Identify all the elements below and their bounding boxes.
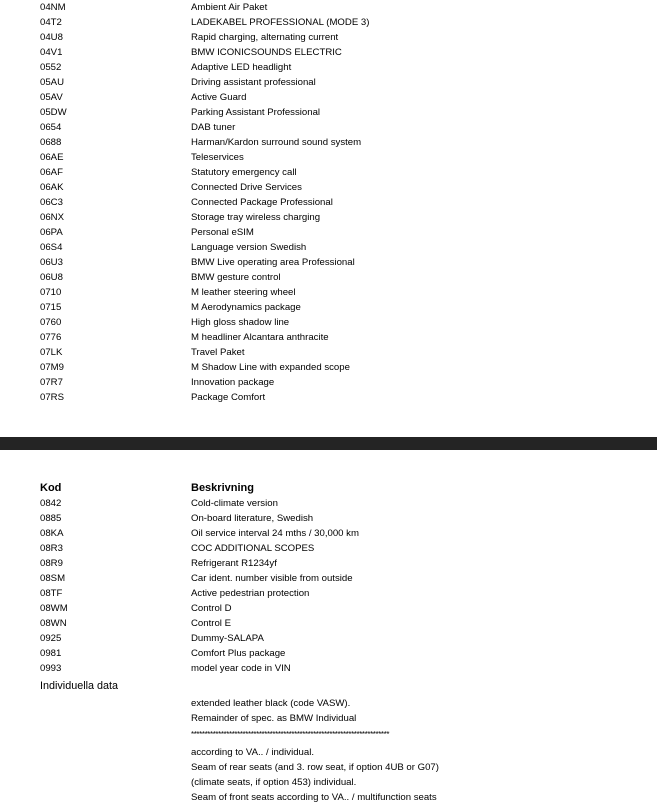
option-description: M headliner Alcantara anthracite: [191, 332, 329, 343]
option-description: M leather steering wheel: [191, 287, 296, 298]
option-row: [0, 330, 657, 345]
separator-stars: *************************************************************************: [191, 730, 390, 739]
option-code: 0715: [40, 302, 62, 313]
individual-data-label: Individuella data: [40, 680, 119, 692]
header-code: Kod: [40, 482, 62, 494]
option-description: M Aerodynamics package: [191, 302, 301, 313]
individual-text-line: extended leather black (code VASW).: [191, 698, 351, 709]
individual-text-block-2: [191, 745, 631, 802]
option-description: Language version Swedish: [191, 242, 307, 253]
option-code: 0710: [40, 287, 62, 298]
option-code: 06C3: [40, 197, 63, 208]
individual-text-line: according to VA.. / individual.: [191, 747, 315, 758]
option-code: 0842: [40, 498, 62, 509]
option-row: [0, 541, 657, 556]
option-row: [0, 661, 657, 676]
option-description: Harman/Kardon surround sound system: [191, 137, 362, 148]
option-row: [0, 616, 657, 631]
option-row: [0, 646, 657, 661]
option-code: 04NM: [40, 2, 66, 13]
option-code: 04U8: [40, 32, 63, 43]
option-description: Car ident. number visible from outside: [191, 573, 353, 584]
option-row: [0, 180, 657, 195]
individual-text-line: (climate seats, if option 453) individual.: [191, 777, 357, 788]
option-row: [0, 300, 657, 315]
option-code: 0552: [40, 62, 62, 73]
option-row: [0, 75, 657, 90]
option-code: 08SM: [40, 573, 66, 584]
option-description: Connected Drive Services: [191, 182, 302, 193]
option-code: 0885: [40, 513, 62, 524]
option-code: 0688: [40, 137, 62, 148]
option-code: 08WN: [40, 618, 67, 629]
option-description: Innovation package: [191, 377, 275, 388]
option-description: Personal eSIM: [191, 227, 254, 238]
option-description: Teleservices: [191, 152, 244, 163]
option-code: 08TF: [40, 588, 63, 599]
option-description: Oil service interval 24 mths / 30,000 km: [191, 528, 359, 539]
option-row: [0, 556, 657, 571]
option-row: [0, 105, 657, 120]
option-row: [0, 270, 657, 285]
option-code: 04V1: [40, 47, 63, 58]
option-row: [0, 240, 657, 255]
option-code: 0981: [40, 648, 62, 659]
option-description: Rapid charging, alternating current: [191, 32, 339, 43]
option-row: [0, 511, 657, 526]
option-description: Control E: [191, 618, 231, 629]
option-description: M Shadow Line with expanded scope: [191, 362, 350, 373]
individual-text-block-1: [191, 696, 631, 726]
option-description: BMW gesture control: [191, 272, 281, 283]
option-code: 05AU: [40, 77, 64, 88]
option-code: 06NX: [40, 212, 64, 223]
option-code: 05DW: [40, 107, 67, 118]
option-row: [0, 315, 657, 330]
option-description: model year code in VIN: [191, 663, 291, 674]
option-code: 07RS: [40, 392, 64, 403]
option-row: [0, 0, 657, 15]
header-description: Beskrivning: [191, 482, 254, 494]
option-row: [0, 255, 657, 270]
option-row: [0, 631, 657, 646]
option-description: Cold-climate version: [191, 498, 278, 509]
individual-text-line: Seam of front seats according to VA.. / multifunction seats: [191, 792, 437, 802]
option-description: Ambient Air Paket: [191, 2, 268, 13]
option-code: 06AK: [40, 182, 64, 193]
option-row: [0, 496, 657, 511]
option-code: 07LK: [40, 347, 63, 358]
option-code: 06PA: [40, 227, 63, 238]
option-code: 0993: [40, 663, 62, 674]
option-code: 0776: [40, 332, 62, 343]
option-code: 07R7: [40, 377, 63, 388]
option-code: 08WM: [40, 603, 68, 614]
option-row: [0, 135, 657, 150]
option-description: BMW ICONICSOUNDS ELECTRIC: [191, 47, 342, 58]
option-description: Control D: [191, 603, 232, 614]
option-code: 0760: [40, 317, 62, 328]
option-description: Refrigerant R1234yf: [191, 558, 277, 569]
option-code: 07M9: [40, 362, 64, 373]
option-row: [0, 375, 657, 390]
option-row: [0, 526, 657, 541]
option-description: On-board literature, Swedish: [191, 513, 314, 524]
option-description: Connected Package Professional: [191, 197, 333, 208]
option-code: 0654: [40, 122, 62, 133]
option-row: [0, 60, 657, 75]
option-description: BMW Live operating area Professional: [191, 257, 355, 268]
options-list-page-2: [0, 496, 657, 676]
option-code: 06AF: [40, 167, 63, 178]
option-code: 06U3: [40, 257, 63, 268]
option-row: [0, 30, 657, 45]
option-row: [0, 210, 657, 225]
option-row: [0, 586, 657, 601]
option-description: Active Guard: [191, 92, 247, 103]
option-description: Adaptive LED headlight: [191, 62, 292, 73]
document-page-2: [0, 450, 657, 802]
option-description: Storage tray wireless charging: [191, 212, 321, 223]
option-row: [0, 285, 657, 300]
option-row: [0, 195, 657, 210]
page-divider: [0, 437, 657, 450]
option-description: Package Comfort: [191, 392, 266, 403]
option-description: Travel Paket: [191, 347, 245, 358]
option-row: [0, 390, 657, 405]
table-header: [0, 480, 657, 496]
individual-text-line: Seam of rear seats (and 3. row seat, if option 4UB or G07): [191, 762, 439, 773]
option-description: LADEKABEL PROFESSIONAL (MODE 3): [191, 17, 370, 28]
option-description: High gloss shadow line: [191, 317, 290, 328]
option-description: Dummy-SALAPA: [191, 633, 264, 644]
option-description: Active pedestrian protection: [191, 588, 310, 599]
separator-line: [191, 729, 631, 741]
option-row: [0, 120, 657, 135]
option-code: 08R3: [40, 543, 63, 554]
option-description: DAB tuner: [191, 122, 236, 133]
option-description: Comfort Plus package: [191, 648, 286, 659]
option-row: [0, 15, 657, 30]
option-description: COC ADDITIONAL SCOPES: [191, 543, 315, 554]
option-row: [0, 225, 657, 240]
option-code: 08R9: [40, 558, 63, 569]
option-row: [0, 150, 657, 165]
option-code: 0925: [40, 633, 62, 644]
option-row: [0, 45, 657, 60]
option-row: [0, 345, 657, 360]
individual-text-line: Remainder of spec. as BMW Individual: [191, 713, 357, 724]
option-code: 08KA: [40, 528, 64, 539]
option-code: 05AV: [40, 92, 63, 103]
option-description: Driving assistant professional: [191, 77, 316, 88]
option-row: [0, 571, 657, 586]
option-row: [0, 165, 657, 180]
option-description: Statutory emergency call: [191, 167, 297, 178]
option-row: [0, 601, 657, 616]
option-row: [0, 360, 657, 375]
option-code: 06AE: [40, 152, 64, 163]
option-code: 04T2: [40, 17, 62, 28]
option-row: [0, 90, 657, 105]
option-code: 06S4: [40, 242, 63, 253]
option-code: 06U8: [40, 272, 63, 283]
option-description: Parking Assistant Professional: [191, 107, 321, 118]
